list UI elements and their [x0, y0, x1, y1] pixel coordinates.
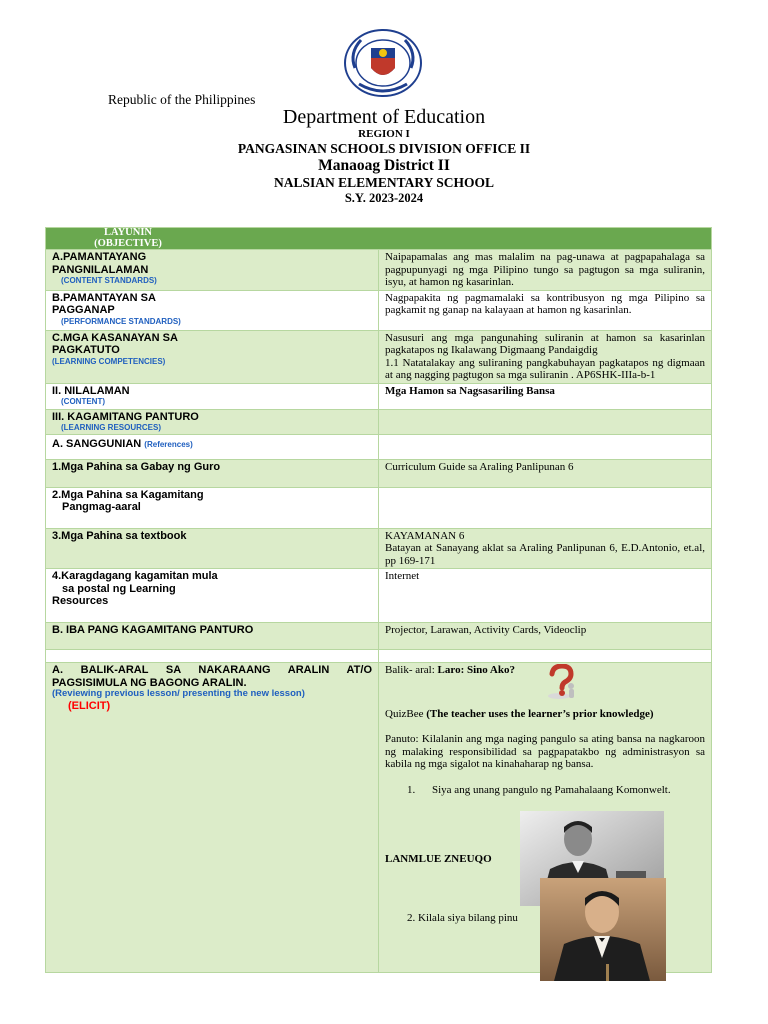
question-1 [385, 784, 705, 797]
content-value [379, 383, 712, 409]
label-line: B.PAMANTAYAN SA [52, 291, 156, 304]
performance-standards-value: Nagpapakita ng pagmamalaki sa kontribusyon ng mga Pilipino sa pagkamit ng ganap na kalayaan at hamon ng kasarinlan. [379, 290, 712, 330]
content-standards-value: Naipapamalas ang mas malalim na pag-unawa at pagpapahalaga sa pagpupunyagi ng mga Pilipino tungo sa pagtugon sa mga suliranin, isyu, at hamon ng kasarinlan. [379, 250, 712, 291]
department-title: Department of Education [282, 106, 486, 128]
republic-text: Republic of the Philippines [108, 92, 256, 107]
competency-sub-text: 1.1 Natatalakay ang suliraning pangkabuhayan pagkatapos ng digmaan at ang nagging pagtugon sa mga suliranin . AP6SHK-IIIa-b-1 [385, 356, 705, 381]
label-sub: (References) [144, 439, 193, 449]
competencies-value [379, 330, 712, 383]
quizbee-prefix: QuizBee [385, 707, 427, 720]
row-label [46, 487, 379, 528]
label-line: PANGNILALAMAN [52, 263, 149, 276]
label-line: sa postal ng Learning [62, 582, 176, 595]
learner-pages-row [46, 487, 712, 528]
additional-materials-value: Internet [379, 569, 712, 623]
scrambled-answer: LANMLUE ZNEUQO [385, 853, 492, 865]
objective-header-row [46, 228, 712, 250]
deped-seal-icon [343, 28, 423, 98]
label-sub: (LEARNING RESOURCES) [61, 423, 162, 432]
president-portrait-photo-2 [540, 878, 666, 981]
label-line: 2.Mga Pahina sa Kagamitang [52, 488, 204, 501]
row-label [46, 383, 379, 409]
elicit-title: A. BALIK-ARAL SA NAKARAANG ARALIN AT/O PAGSISIMULA NG BAGONG ARALIN. [52, 664, 372, 689]
label-line: Pangmag-aaral [62, 501, 141, 513]
label-line: PAGGANAP [52, 304, 115, 316]
objective-header-label: LAYUNIN [103, 227, 153, 238]
performance-standards-row [46, 290, 712, 330]
competency-text: Nasusuri ang mga pangunahing suliranin at hamon sa kasarinlan pagkatapos ng Ikalawang Digmaang Pandaigdig [385, 331, 705, 356]
school-title: NALSIAN ELEMENTARY SCHOOL [273, 175, 495, 190]
label-line: III. KAGAMITANG PANTURO [52, 410, 199, 423]
row-label: 3.Mga Pahina sa textbook [46, 528, 379, 569]
learning-resources-value [379, 409, 712, 434]
guide-pages-value: Curriculum Guide sa Araling Panlipunan 6 [379, 459, 712, 487]
elicit-content [379, 663, 712, 973]
textbook-title: KAYAMANAN 6 [385, 529, 465, 542]
label-line: PAGKATUTO [52, 344, 120, 356]
spacer-cell [379, 650, 712, 663]
panuto-text: Panuto: Kilalanin ang mga naging pangulo sa ating bansa na nagkaroon ng malaking responsibilidad sa pagpapatakbo ng administrasyon sa kabila ng mga sigalot na kinahaharap ng bansa. [385, 733, 705, 770]
references-value [379, 434, 712, 459]
lesson-plan-table [45, 227, 712, 973]
elicit-label [46, 663, 379, 973]
objective-header [46, 227, 210, 249]
row-label [46, 569, 379, 623]
lesson-body [385, 664, 705, 971]
row-label: 1.Mga Pahina sa Gabay ng Guro [46, 459, 379, 487]
question-1-number: 1. [407, 783, 416, 796]
label-sub: (LEARNING COMPETENCIES) [52, 356, 166, 366]
question-1-text: Siya ang unang pangulo ng Pamahalaang Komonwelt. [432, 783, 671, 796]
label-line: II. NILALAMAN [52, 384, 130, 397]
guide-pages-row [46, 459, 712, 487]
spacer-cell [46, 650, 379, 663]
references-row [46, 434, 712, 459]
question-2-text-start: 2. Kilala siya bilang pinu [407, 912, 518, 924]
row-label [46, 330, 379, 383]
quizbee-note: (The teacher uses the learner’s prior knowledge) [426, 707, 654, 720]
spacer-row [46, 650, 712, 663]
balik-aral-title: Laro: Sino Ako? [437, 664, 515, 676]
question-mark-icon [545, 664, 579, 700]
content-standards-row [46, 250, 712, 291]
learning-resources-row [46, 409, 712, 434]
elicit-row [46, 663, 712, 973]
label-sub: (PERFORMANCE STANDARDS) [61, 316, 181, 326]
label-line: A. SANGGUNIAN [52, 437, 142, 450]
label-line: Resources [52, 595, 109, 607]
label-line: 4.Karagdagang kagamitan mula [52, 570, 218, 582]
district-title: Manaoag District II [318, 157, 450, 174]
objective-header-sub: (OBJECTIVE) [94, 238, 162, 249]
label-sub: (CONTENT) [61, 397, 105, 406]
region-title: REGION I [358, 128, 410, 140]
other-materials-value: Projector, Larawan, Activity Cards, Videoclip [379, 623, 712, 650]
division-title: PANGASINAN SCHOOLS DIVISION OFFICE II [237, 141, 531, 156]
elicit-sub: (Reviewing previous lesson/ presenting the new lesson) [52, 688, 305, 699]
row-label [46, 409, 379, 434]
content-row [46, 383, 712, 409]
elicit-tag: (ELICIT) [68, 699, 111, 712]
content-text: Mga Hamon sa Nagsasariling Bansa [385, 384, 555, 397]
row-label: B. IBA PANG KAGAMITANG PANTURO [46, 623, 379, 650]
quizbee-line [385, 708, 705, 721]
row-label [46, 250, 379, 291]
school-year: S.Y. 2023-2024 [344, 191, 424, 205]
other-materials-row [46, 623, 712, 650]
label-line: C.MGA KASANAYAN SA [52, 331, 178, 344]
additional-materials-row [46, 569, 712, 623]
label-line: A.PAMANTAYANG [52, 251, 147, 263]
textbook-pages-row [46, 528, 712, 569]
balik-aral-prefix: Balik- aral: [385, 664, 438, 676]
row-label [46, 434, 379, 459]
row-label [46, 290, 379, 330]
textbook-value [379, 528, 712, 569]
label-sub: (CONTENT STANDARDS) [61, 276, 157, 285]
learner-pages-value [379, 487, 712, 528]
competencies-row [46, 330, 712, 383]
textbook-reference: Batayan at Sanayang aklat sa Araling Panlipunan 6, E.D.Antonio, et.al, pp 169-171 [385, 542, 705, 567]
